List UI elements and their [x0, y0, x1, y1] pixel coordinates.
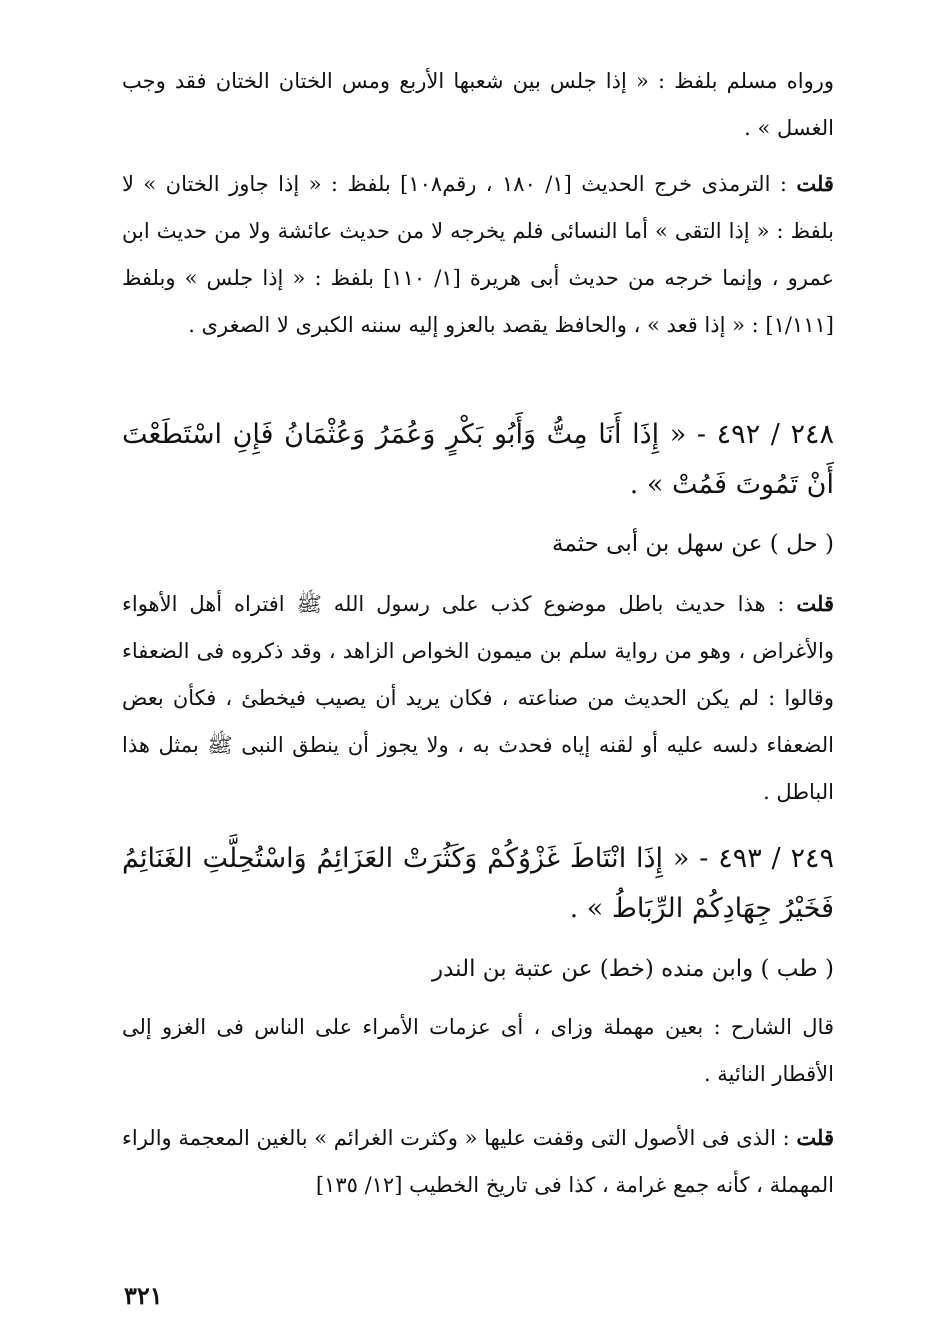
paragraph-tirmidhi-note — [122, 160, 834, 349]
paragraph-text: : هذا حديث باطل موضوع كذب على رسول الله ﷺ افتراه أهل الأهواء والأغراض ، وهو من رواية سلم بن ميمون الخواص الزاهد ، وقد ذكروه فى الضعفاء وقالوا : لم يكن الحديث من صناعته ، فكان يريد أن يصيب فيخطئ ، فكأن بعض الضعفاء دلسه عليه أو لقنه إياه فحدث به ، ولا يجوز أن ينطق النبى ﷺ بمثل هذا الباطل . — [122, 592, 834, 804]
hadith-249 — [122, 834, 834, 934]
paragraph-text: : الذى فى الأصول التى وقفت عليها « وكثرت الغرائم » بالغين المعجمة والراء المهملة ، كأنه جمع غرامة ، كذا فى تاريخ الخطيب [١٢/ ١٣٥] — [122, 1126, 834, 1197]
hadith-248-source — [122, 521, 834, 568]
qultu-label: قلت — [796, 591, 834, 616]
hadith-text: ٢٤٩ / ٤٩٣ - « إِذَا انْتَاطَ غَزْوُكُمْ وَكَثُرَتْ العَزَائِمُ وَاسْتُحِلَّتِ الغَنَائِمُ فَخَيْرُ جِهَادِكُمْ الرِّبَاطُ » . — [122, 843, 834, 924]
paragraph-text: ورواه مسلم بلفظ : « إذا جلس بين شعبها الأربع ومس الختان الختان فقد وجب الغسل » . — [122, 69, 834, 140]
hadith-text: ٢٤٨ / ٤٩٢ - « إِذَا أَنَا مِتُّ وَأَبُو بَكْرٍ وَعُمَرُ وَعُثْمَانُ فَإِنِ اسْتَطَعْتَ أَنْ تَمُوتَ فَمُتْ » . — [122, 419, 835, 500]
qultu-label: قلت — [796, 1125, 834, 1150]
source-text: ( حل ) عن سهل بن أبى حثمة — [552, 531, 834, 557]
paragraph-commentator-note — [122, 1004, 834, 1098]
paragraph-text: قال الشارح : بعين مهملة وزاى ، أى عزمات الأمراء على الناس فى الغزو إلى الأقطار النائية . — [122, 1015, 834, 1086]
source-text: ( طب ) وابن منده (خط) عن عتبة بن الندر — [431, 956, 834, 982]
paragraph-fabricated-note — [122, 580, 834, 816]
qultu-label: قلت — [796, 171, 834, 196]
hadith-249-source — [122, 946, 834, 993]
paragraph-manuscript-note — [122, 1114, 834, 1209]
paragraph-muslim-narration — [122, 58, 834, 152]
hadith-248 — [122, 410, 834, 510]
paragraph-text: : الترمذى خرج الحديث [١/ ١٨٠ ، رقم١٠٨] بلفظ : « إذا جاوز الختان » لا بلفظ : « إذا التقى » أما النسائى فلم يخرجه لا من حديث عائشة ولا من حديث ابن عمرو ، وإنما خرجه من حديث أبى هريرة [١/ ١١٠] بلفظ : « إذا جلس » وبلفظ [١/١١١] : « إذا قعد » ، والحافظ يقصد بالعزو إليه سننه الكبرى لا الصغرى . — [122, 172, 834, 337]
page-number: ٣٢١ — [124, 1281, 163, 1310]
